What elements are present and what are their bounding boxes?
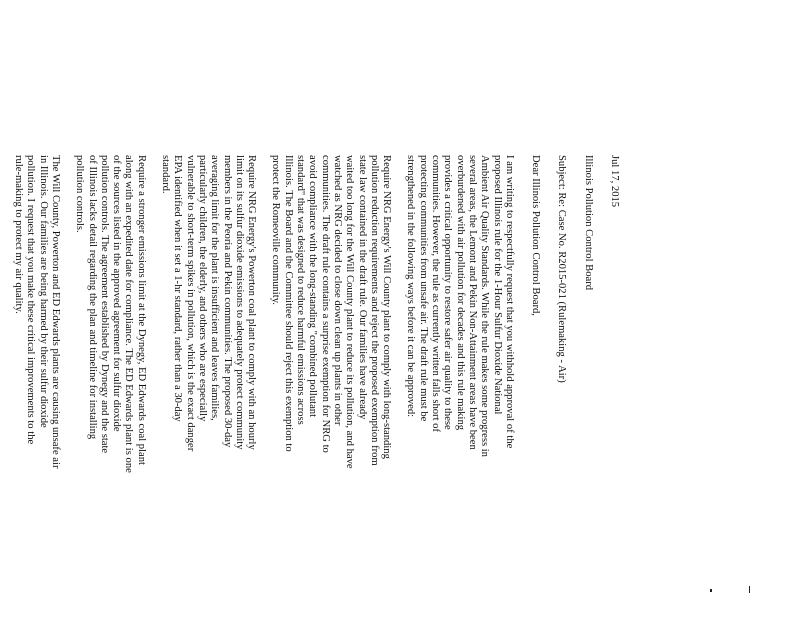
scan-speck — [749, 586, 750, 593]
paragraph-line: provides a critical opportunity to restore safer air quality to these — [442, 155, 454, 430]
letter-salutation: Dear Illinois Pollution Control Board, — [530, 155, 542, 316]
letter-date: Jul 17, 2015 — [609, 155, 620, 208]
paragraph-line: state law contained in the draft rule. Our families have already — [356, 155, 368, 420]
paragraph-line: overburdened with air pollution for decades and this rule making — [454, 155, 466, 431]
paragraph-line: pollution controls. — [74, 155, 86, 233]
paragraph-line: vulnerable to short-term spikes in pollution, which is the exact danger — [184, 155, 196, 452]
paragraph-line: communities. However, the rule as currently written falls short of — [430, 155, 442, 432]
paragraph-line: rule-making to protect my air quality. — [13, 155, 25, 314]
letter-recipient: Illinois Pollution Control Board — [582, 155, 594, 291]
paragraph-line: of Illinois lacks detail regarding the plan and timeline for installing — [86, 155, 98, 440]
paragraph-line: of the sources listed in the approved agreement for sulfur dioxide — [111, 155, 123, 432]
paragraph-line: proposed Illinois rule for the 1-Hour Sulfur Dioxide National — [491, 155, 503, 415]
paragraph-line: Require a stronger emissions limit at the Dynegy, ED Edwards coal plant — [135, 155, 147, 465]
paragraph-line: watched as NRG decided to close down clean up plants in other — [331, 155, 343, 426]
paragraph-line: standard" that was designed to reduce harmful emissions across — [295, 155, 307, 425]
paragraph-line: avoid compliance with the long-standing "combined pollutant — [307, 155, 319, 418]
paragraph-line: averaging limit for the plant is insufficient and leaves families, — [209, 155, 221, 421]
paragraph-line: members in the Peoria and Pekin communities. The proposed 30-day — [221, 155, 233, 448]
paragraph-line: Require NRG Energy's Will County plant to comply with long-standing — [381, 155, 393, 459]
paragraph-line: protecting communities from unsafe air. The draft rule must be — [417, 155, 429, 422]
scan-speck — [710, 589, 712, 592]
paragraph-line: Ambient Air Quality Standards. While the rule makes some progress in — [479, 155, 491, 457]
paragraph-line: waited too long for the Will County plant to reduce its pollution, and have — [344, 155, 356, 469]
paragraph-line: communities. The draft rule contains a surprise exemption for NRG to — [319, 155, 331, 453]
paragraph-line: in Illinois. Our families are being harmed by their sulfur dioxide — [37, 155, 49, 428]
paragraph-line: Require NRG Energy's Powerton coal plant to comply with an hourly — [246, 155, 258, 450]
paragraph-line: pollution reduction requirements and reject the proposed exemption from — [368, 155, 380, 466]
paragraph-line: pollution. I request that you make these critical improvements to the — [25, 155, 37, 445]
paragraph-line: I am writing to respectfully request that you withhold approval of the — [503, 155, 515, 449]
paragraph-line: Illinois. The Board and the Committee should reject this exemption to — [282, 155, 294, 452]
paragraph-line: along with an expedited date for compliance. The ED Edwards plant is one — [123, 155, 135, 473]
paragraph-line: particularly children, the elderly, and others who are especially — [196, 155, 208, 422]
paragraph-line: The Will County, Powerton and ED Edwards plants are causing unsafe air — [50, 155, 62, 469]
paragraph-line: several areas, the Lemont and Pekin Non-Attainment areas have been — [466, 155, 478, 450]
paragraph-line: strengthened in the following ways before it can be approved: — [405, 155, 417, 418]
paragraph-line: pollution controls. The agreement established by Dynegy and the state — [98, 155, 110, 454]
paragraph-line: limit on its sulfur dioxide emissions to adequately protect community — [233, 155, 245, 450]
letter-subject: Subject: Re: Case No. R2015-021 (Rulemaking - Air) — [556, 155, 568, 383]
paragraph-line: standard. — [160, 155, 172, 194]
paragraph-line: EPA identified when it set a 1-hr standard, rather than a 30-day — [172, 155, 184, 422]
paragraph-line: protect the Romeoville community. — [270, 155, 282, 305]
